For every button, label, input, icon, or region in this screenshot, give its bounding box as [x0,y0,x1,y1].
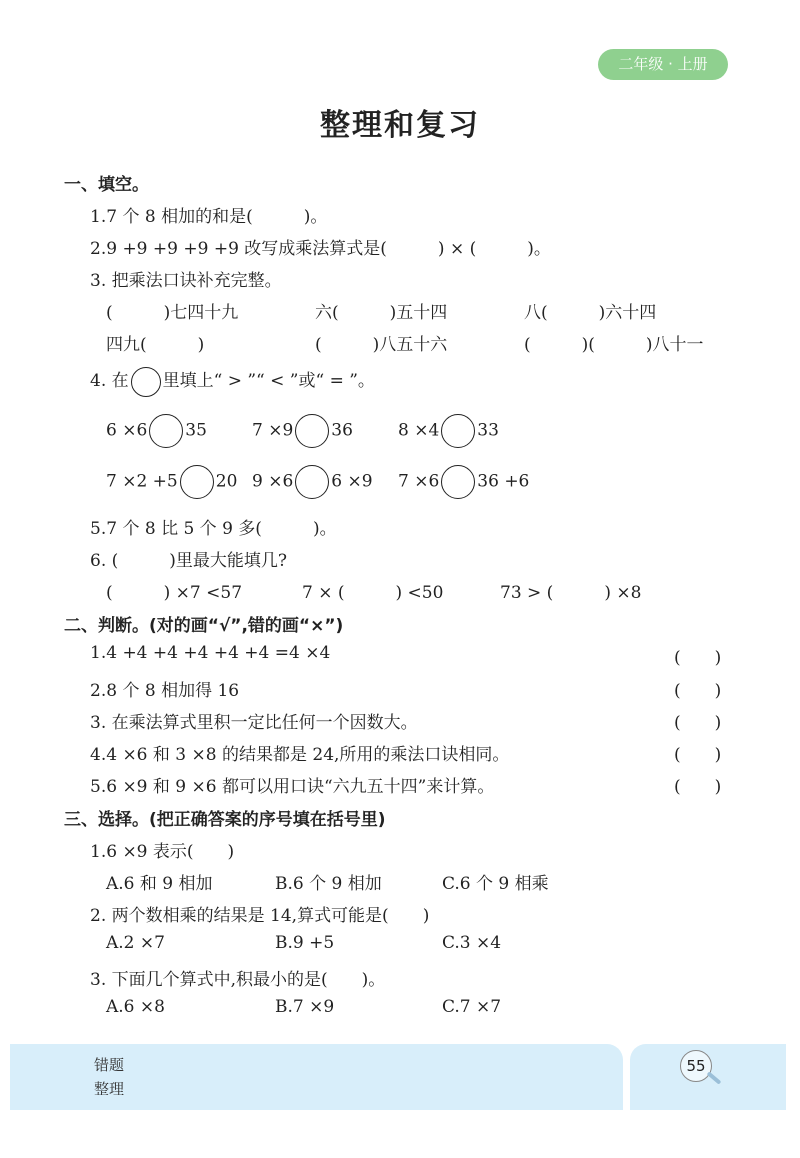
compare-left: 7 ×2 +5 [106,471,178,492]
choice-option: C.6 个 9 相乘 [442,874,549,894]
choice-option: A.2 ×7 [106,933,165,953]
s1-q3-item: ( )( )八十一 [524,335,704,355]
compare-right: 33 [477,420,499,441]
compare-left: 7 ×6 [398,471,440,492]
section-3-heading: 三、选择。(把正确答案的序号填在括号里) [64,810,386,830]
compare-left: 9 ×6 [252,471,294,492]
s1-question-4 [90,366,375,397]
compare-left: 7 ×9 [252,420,294,441]
section-1-heading: 一、填空。 [64,175,149,195]
s1-q3-item: ( )七四十九 [106,303,239,323]
compare-item [398,414,499,448]
compare-right: 36 [331,420,353,441]
choice-question-2: 2. 两个数相乘的结果是 14,算式可能是( ) [90,906,430,926]
judge-item: 2.8 个 8 相加得 16 [90,681,240,701]
compare-left: 8 ×4 [398,420,440,441]
circle-icon [131,367,161,397]
answer-circle[interactable] [180,465,214,499]
choice-option: B.6 个 9 相加 [275,874,382,894]
answer-circle[interactable] [295,465,329,499]
page-number: 55 [680,1050,712,1082]
review-label: 整理 [94,1080,125,1098]
choice-question-3: 3. 下面几个算式中,积最小的是( )。 [90,970,386,990]
judge-item: 4.4 ×6 和 3 ×8 的结果都是 24,所用的乘法口诀相同。 [90,745,510,765]
judge-answer-box[interactable]: ( ) [674,745,722,765]
choice-option: C.7 ×7 [442,997,502,1017]
answer-circle[interactable] [149,414,183,448]
answer-circle[interactable] [441,414,475,448]
compare-item [106,465,237,499]
s1-q4-text-a: 4. 在 [90,371,129,391]
answer-circle[interactable] [441,465,475,499]
s1-q6-item: 7 × ( ) <50 [302,583,444,603]
compare-item [252,414,353,448]
choice-option: C.3 ×4 [442,933,502,953]
choice-question-1: 1.6 ×9 表示( ) [90,842,235,862]
choice-option: A.6 和 9 相加 [106,874,213,894]
compare-right: 35 [185,420,207,441]
judge-answer-box[interactable]: ( ) [674,777,722,797]
s1-q4-text-b: 里填上“ > ”“ < ”或“ = ”。 [162,371,375,391]
s1-question-2: 2.9 +9 +9 +9 +9 改写成乘法算式是( ) × ( )。 [90,239,551,259]
mistake-label: 错题 [94,1056,125,1074]
compare-item [252,465,373,499]
compare-left: 6 ×6 [106,420,148,441]
compare-right: 36 +6 [477,471,530,492]
compare-right: 20 [215,471,238,492]
compare-item [398,465,529,499]
s1-q3-item: ( )八五十六 [315,335,448,355]
s1-q6-item: 73 > ( ) ×8 [500,583,642,603]
choice-option: B.7 ×9 [275,997,335,1017]
s1-question-6: 6. ( )里最大能填几? [90,551,288,571]
s1-q3-item: 六( )五十四 [315,303,448,323]
page-title: 整理和复习 [320,108,480,143]
s1-question-3: 3. 把乘法口诀补充完整。 [90,271,282,291]
choice-option: B.9 +5 [275,933,335,953]
judge-item: 5.6 ×9 和 9 ×6 都可以用口诀“六九五十四”来计算。 [90,777,495,797]
s1-q3-item: 四九( ) [106,335,205,355]
judge-answer-box[interactable]: ( ) [674,713,722,733]
section-2-heading: 二、判断。(对的画“√”,错的画“×”) [64,616,344,636]
grade-badge: 二年级 · 上册 [598,49,728,80]
s1-q6-item: ( ) ×7 <57 [106,583,243,603]
judge-item: 3. 在乘法算式里积一定比任何一个因数大。 [90,713,418,733]
compare-item [106,414,207,448]
judge-item: 1.4 +4 +4 +4 +4 +4 =4 ×4 [90,643,331,663]
compare-right: 6 ×9 [331,471,373,492]
s1-q3-item: 八( )六十四 [524,303,657,323]
answer-circle[interactable] [295,414,329,448]
page-number-panel [630,1044,786,1110]
judge-answer-box[interactable]: ( ) [674,681,722,701]
judge-answer-box[interactable]: ( ) [674,648,722,668]
s1-question-1: 1.7 个 8 相加的和是( )。 [90,207,328,227]
s1-question-5: 5.7 个 8 比 5 个 9 多( )。 [90,519,337,539]
choice-option: A.6 ×8 [106,997,165,1017]
